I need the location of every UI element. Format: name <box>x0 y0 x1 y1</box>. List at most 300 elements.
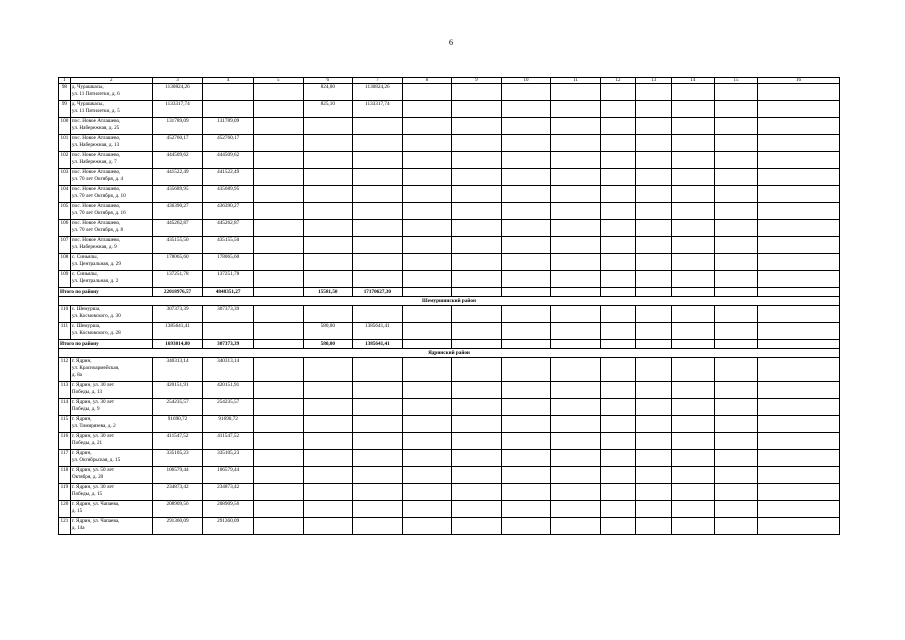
address-line: пос. Новое Атлашево, <box>71 152 121 158</box>
address-cell <box>70 237 152 254</box>
cost-total: 435155,50 <box>152 237 203 254</box>
address-cell <box>70 254 152 271</box>
empty-cell <box>551 382 601 399</box>
area-col6 <box>303 518 353 535</box>
empty-cell <box>714 433 757 450</box>
empty-cell <box>551 152 601 169</box>
empty-cell <box>452 152 502 169</box>
empty-cell <box>636 135 672 152</box>
area-col6 <box>303 467 353 484</box>
district-total-row <box>59 340 840 349</box>
page-number: 6 <box>449 38 453 47</box>
area-col6 <box>303 416 353 433</box>
empty-cell <box>636 254 672 271</box>
empty-cell <box>671 254 714 271</box>
cost-col4 <box>203 101 254 118</box>
cost-total: 1385641,41 <box>152 323 203 340</box>
empty-cell <box>600 186 636 203</box>
column-number: 14 <box>671 78 714 84</box>
table-row <box>59 484 840 501</box>
table-row <box>59 135 840 152</box>
row-number: 107 <box>59 237 71 254</box>
empty-cell <box>452 288 502 297</box>
cost-col7 <box>353 501 403 518</box>
table-row <box>59 450 840 467</box>
empty-cell <box>671 237 714 254</box>
address-line: ул. 70 лет Октября, д. 8 <box>71 227 124 233</box>
empty-cell <box>636 237 672 254</box>
address-cell <box>70 323 152 340</box>
address-line: г. Ядрин, ул. 50 лет <box>71 467 115 473</box>
address-line: ул. 11 Пятилетки, д. 6 <box>71 91 120 97</box>
address-line: г. Ядрин, <box>71 358 92 364</box>
address-line: с. Шемурша, <box>71 323 101 329</box>
row-number: 111 <box>59 323 71 340</box>
empty-cell <box>452 186 502 203</box>
empty-cell <box>714 169 757 186</box>
table-row <box>59 84 840 101</box>
table-row <box>59 203 840 220</box>
address-line: пос. Новое Атлашево, <box>71 203 121 209</box>
empty-cell <box>600 288 636 297</box>
empty-cell <box>402 518 452 535</box>
empty-cell <box>452 450 502 467</box>
empty-cell <box>402 135 452 152</box>
empty-cell <box>600 203 636 220</box>
empty-cell <box>636 169 672 186</box>
empty-cell <box>551 186 601 203</box>
address-cell <box>70 433 152 450</box>
cost-col5 <box>253 484 303 501</box>
address-cell <box>70 220 152 237</box>
cost-col4: 291360,09 <box>203 518 254 535</box>
cost-col4: 435689,95 <box>203 186 254 203</box>
empty-cell <box>714 135 757 152</box>
column-number: 7 <box>353 78 403 84</box>
empty-cell <box>636 358 672 382</box>
empty-cell <box>758 135 840 152</box>
empty-cell <box>551 358 601 382</box>
empty-cell <box>714 288 757 297</box>
empty-cell <box>501 484 551 501</box>
empty-cell <box>758 358 840 382</box>
empty-cell <box>600 254 636 271</box>
address-line: Октября, д. 20 <box>71 474 104 480</box>
empty-cell <box>551 501 601 518</box>
empty-cell <box>636 433 672 450</box>
empty-cell <box>501 101 551 118</box>
address-line: д. Чурашкасы, <box>71 84 104 90</box>
area-col6 <box>303 358 353 382</box>
table-row <box>59 518 840 535</box>
cost-total: 291360,09 <box>152 518 203 535</box>
empty-cell <box>402 101 452 118</box>
cost-col4: 131789,09 <box>203 118 254 135</box>
empty-cell <box>551 399 601 416</box>
empty-cell <box>758 382 840 399</box>
empty-cell <box>551 254 601 271</box>
cost-col5 <box>253 382 303 399</box>
empty-cell <box>671 358 714 382</box>
empty-cell <box>452 323 502 340</box>
empty-cell <box>452 433 502 450</box>
district-header-row <box>59 297 840 306</box>
empty-cell <box>501 135 551 152</box>
address-cell <box>70 450 152 467</box>
empty-cell <box>671 433 714 450</box>
address-line: ул. 70 лет Октября, д. 16 <box>71 210 126 216</box>
address-cell <box>70 399 152 416</box>
empty-cell <box>501 237 551 254</box>
cost-col4: 445262,87 <box>203 220 254 237</box>
total-col5 <box>253 288 303 297</box>
empty-cell <box>600 169 636 186</box>
address-line: д. 15 <box>71 508 83 514</box>
column-number: 4 <box>203 78 254 84</box>
row-number: 117 <box>59 450 71 467</box>
empty-cell <box>452 271 502 288</box>
cost-total: 254235,57 <box>152 399 203 416</box>
cost-col5 <box>253 450 303 467</box>
empty-cell <box>758 169 840 186</box>
address-cell <box>70 467 152 484</box>
table-row <box>59 358 840 382</box>
column-number: 8 <box>402 78 452 84</box>
empty-cell <box>671 152 714 169</box>
empty-cell <box>636 288 672 297</box>
empty-cell <box>551 306 601 323</box>
empty-cell <box>714 323 757 340</box>
area-col6 <box>303 382 353 399</box>
address-line: Победы, д. 21 <box>71 440 103 446</box>
empty-cell <box>402 118 452 135</box>
empty-cell <box>636 220 672 237</box>
empty-cell <box>452 101 502 118</box>
empty-cell <box>501 323 551 340</box>
empty-cell <box>714 450 757 467</box>
empty-cell <box>758 203 840 220</box>
empty-cell <box>714 340 757 349</box>
empty-cell <box>600 84 636 101</box>
empty-cell <box>452 220 502 237</box>
empty-cell <box>758 467 840 484</box>
empty-cell <box>636 84 672 101</box>
address-line: пос. Новое Атлашево, <box>71 169 121 175</box>
empty-cell <box>671 416 714 433</box>
empty-cell <box>501 450 551 467</box>
empty-cell <box>671 450 714 467</box>
empty-cell <box>714 518 757 535</box>
row-number: 121 <box>59 518 71 535</box>
cost-total: 208909,56 <box>152 501 203 518</box>
empty-cell <box>452 84 502 101</box>
empty-cell <box>402 416 452 433</box>
cost-col5 <box>253 169 303 186</box>
area-col6 <box>303 203 353 220</box>
empty-cell <box>600 152 636 169</box>
empty-cell <box>758 271 840 288</box>
empty-cell <box>452 306 502 323</box>
address-line: ул. Космовского, д. 28 <box>71 330 121 336</box>
area-col6: 824,00 <box>303 84 353 101</box>
cost-col5 <box>253 399 303 416</box>
cost-col4: 178065,60 <box>203 254 254 271</box>
empty-cell <box>452 382 502 399</box>
total-col3: 1693014,80 <box>152 340 203 349</box>
empty-cell <box>636 501 672 518</box>
total-col4: 4848351,27 <box>203 288 254 297</box>
cost-col5 <box>253 118 303 135</box>
cost-col4: 436390,27 <box>203 203 254 220</box>
empty-cell <box>671 518 714 535</box>
address-line: г. Ядрин, ул. 30 лет <box>71 484 115 490</box>
table-row <box>59 152 840 169</box>
row-number: 98 <box>59 84 71 101</box>
address-line: г. Ядрин, ул. 30 лет <box>71 399 115 405</box>
cost-total: 1130824,26 <box>152 84 203 101</box>
cost-col5 <box>253 254 303 271</box>
empty-cell <box>636 101 672 118</box>
empty-cell <box>551 450 601 467</box>
empty-cell <box>758 340 840 349</box>
empty-cell <box>452 203 502 220</box>
address-cell <box>70 203 152 220</box>
empty-cell <box>551 135 601 152</box>
empty-cell <box>402 271 452 288</box>
cost-total: 411547,52 <box>152 433 203 450</box>
area-col6: 580,00 <box>303 323 353 340</box>
cost-col5 <box>253 518 303 535</box>
empty-cell <box>714 254 757 271</box>
total-col3: 22018976,57 <box>152 288 203 297</box>
table-row <box>59 501 840 518</box>
address-line: ул. Красноармейская, <box>71 365 120 371</box>
column-number: 12 <box>600 78 636 84</box>
empty-cell <box>671 271 714 288</box>
empty-cell <box>501 467 551 484</box>
empty-cell <box>714 203 757 220</box>
cost-col4: 208909,56 <box>203 501 254 518</box>
cost-col7 <box>353 220 403 237</box>
row-number: 103 <box>59 169 71 186</box>
empty-cell <box>551 288 601 297</box>
empty-cell <box>551 101 601 118</box>
cost-col7 <box>353 118 403 135</box>
empty-cell <box>636 203 672 220</box>
empty-cell <box>452 237 502 254</box>
empty-cell <box>402 433 452 450</box>
empty-cell <box>551 433 601 450</box>
empty-cell <box>758 101 840 118</box>
empty-cell <box>501 186 551 203</box>
cost-col5 <box>253 84 303 101</box>
empty-cell <box>551 237 601 254</box>
address-line: ул. Набережная, д. 7 <box>71 159 117 165</box>
address-cell <box>70 382 152 399</box>
row-number: 106 <box>59 220 71 237</box>
empty-cell <box>714 186 757 203</box>
address-cell <box>70 135 152 152</box>
empty-cell <box>714 399 757 416</box>
empty-cell <box>758 118 840 135</box>
empty-cell <box>758 501 840 518</box>
table-row <box>59 254 840 271</box>
empty-cell <box>501 340 551 349</box>
address-line: ул. Центральная, д. 2 <box>71 278 119 284</box>
cost-col7 <box>353 382 403 399</box>
empty-cell <box>501 399 551 416</box>
cost-col4 <box>203 84 254 101</box>
empty-cell <box>452 340 502 349</box>
empty-cell <box>636 416 672 433</box>
cost-col5 <box>253 433 303 450</box>
row-number: 101 <box>59 135 71 152</box>
cost-col5 <box>253 152 303 169</box>
empty-cell <box>636 450 672 467</box>
cost-total: 1133317,74 <box>152 101 203 118</box>
cost-col7 <box>353 271 403 288</box>
empty-cell <box>501 416 551 433</box>
empty-cell <box>501 220 551 237</box>
empty-cell <box>758 84 840 101</box>
cost-col5 <box>253 237 303 254</box>
empty-cell <box>671 118 714 135</box>
empty-cell <box>402 358 452 382</box>
row-number: 110 <box>59 306 71 323</box>
empty-cell <box>551 340 601 349</box>
empty-cell <box>758 220 840 237</box>
empty-cell <box>714 101 757 118</box>
address-line: с. Синьялы, <box>71 254 98 260</box>
total-col6: 580,00 <box>303 340 353 349</box>
empty-cell <box>636 271 672 288</box>
empty-cell <box>714 220 757 237</box>
empty-cell <box>758 450 840 467</box>
total-col7: 17170627,30 <box>353 288 403 297</box>
cost-col4: 420151,91 <box>203 382 254 399</box>
cost-col4: 444509,62 <box>203 152 254 169</box>
empty-cell <box>671 186 714 203</box>
area-col6 <box>303 237 353 254</box>
cost-col5 <box>253 203 303 220</box>
empty-cell <box>452 399 502 416</box>
empty-cell <box>600 323 636 340</box>
empty-cell <box>714 118 757 135</box>
empty-cell <box>402 237 452 254</box>
area-col6 <box>303 254 353 271</box>
empty-cell <box>501 254 551 271</box>
empty-cell <box>452 254 502 271</box>
row-number: 116 <box>59 433 71 450</box>
total-col5 <box>253 340 303 349</box>
district-total-row <box>59 288 840 297</box>
cost-total: 307373,39 <box>152 306 203 323</box>
cost-col7 <box>353 186 403 203</box>
cost-total: 178065,60 <box>152 254 203 271</box>
empty-cell <box>671 135 714 152</box>
empty-cell <box>758 518 840 535</box>
empty-cell <box>671 399 714 416</box>
address-cell <box>70 518 152 535</box>
empty-cell <box>714 237 757 254</box>
cost-total: 420151,91 <box>152 382 203 399</box>
empty-cell <box>636 484 672 501</box>
area-col6 <box>303 169 353 186</box>
table-row <box>59 271 840 288</box>
report-table <box>58 77 840 535</box>
empty-cell <box>671 501 714 518</box>
column-number: 9 <box>452 78 502 84</box>
column-number: 1 <box>59 78 71 84</box>
address-line: ул. Октябрьская, д. 15 <box>71 457 121 463</box>
address-line: пос. Новое Атлашево, <box>71 135 121 141</box>
cost-col5 <box>253 271 303 288</box>
empty-cell <box>501 433 551 450</box>
cost-col7 <box>353 416 403 433</box>
area-col6 <box>303 118 353 135</box>
empty-cell <box>600 101 636 118</box>
row-number: 112 <box>59 358 71 382</box>
empty-cell <box>671 306 714 323</box>
cost-col4: 441522,49 <box>203 169 254 186</box>
empty-cell <box>758 237 840 254</box>
empty-cell <box>636 340 672 349</box>
empty-cell <box>636 399 672 416</box>
column-number: 16 <box>758 78 840 84</box>
empty-cell <box>636 152 672 169</box>
cost-col4 <box>203 323 254 340</box>
empty-cell <box>402 306 452 323</box>
empty-cell <box>671 323 714 340</box>
cost-total: 445262,87 <box>152 220 203 237</box>
empty-cell <box>600 118 636 135</box>
address-line: г. Ядрин, ул. Чапаева, <box>71 518 120 524</box>
address-line: ул. Космовского, д. 30 <box>71 313 121 319</box>
cost-col4: 411547,52 <box>203 433 254 450</box>
empty-cell <box>600 237 636 254</box>
empty-cell <box>501 118 551 135</box>
address-cell <box>70 186 152 203</box>
row-number: 99 <box>59 101 71 118</box>
cost-col4: 435155,50 <box>203 237 254 254</box>
empty-cell <box>551 484 601 501</box>
address-line: г. Ядрин, ул. 30 лет <box>71 433 115 439</box>
empty-cell <box>551 518 601 535</box>
empty-cell <box>402 254 452 271</box>
table-row <box>59 169 840 186</box>
address-line: пос. Новое Атлашево, <box>71 118 121 124</box>
empty-cell <box>501 306 551 323</box>
table-row <box>59 433 840 450</box>
empty-cell <box>600 306 636 323</box>
empty-cell <box>402 323 452 340</box>
empty-cell <box>600 467 636 484</box>
empty-cell <box>402 152 452 169</box>
empty-cell <box>600 416 636 433</box>
empty-cell <box>671 101 714 118</box>
empty-cell <box>551 118 601 135</box>
empty-cell <box>402 203 452 220</box>
table-row <box>59 101 840 118</box>
address-cell <box>70 484 152 501</box>
empty-cell <box>501 382 551 399</box>
row-number: 118 <box>59 467 71 484</box>
address-line: Победы, д. 15 <box>71 491 103 497</box>
address-line: д. Чурашкасы, <box>71 101 104 107</box>
empty-cell <box>600 220 636 237</box>
address-line: г. Ядрин, <box>71 450 92 456</box>
table-row <box>59 382 840 399</box>
